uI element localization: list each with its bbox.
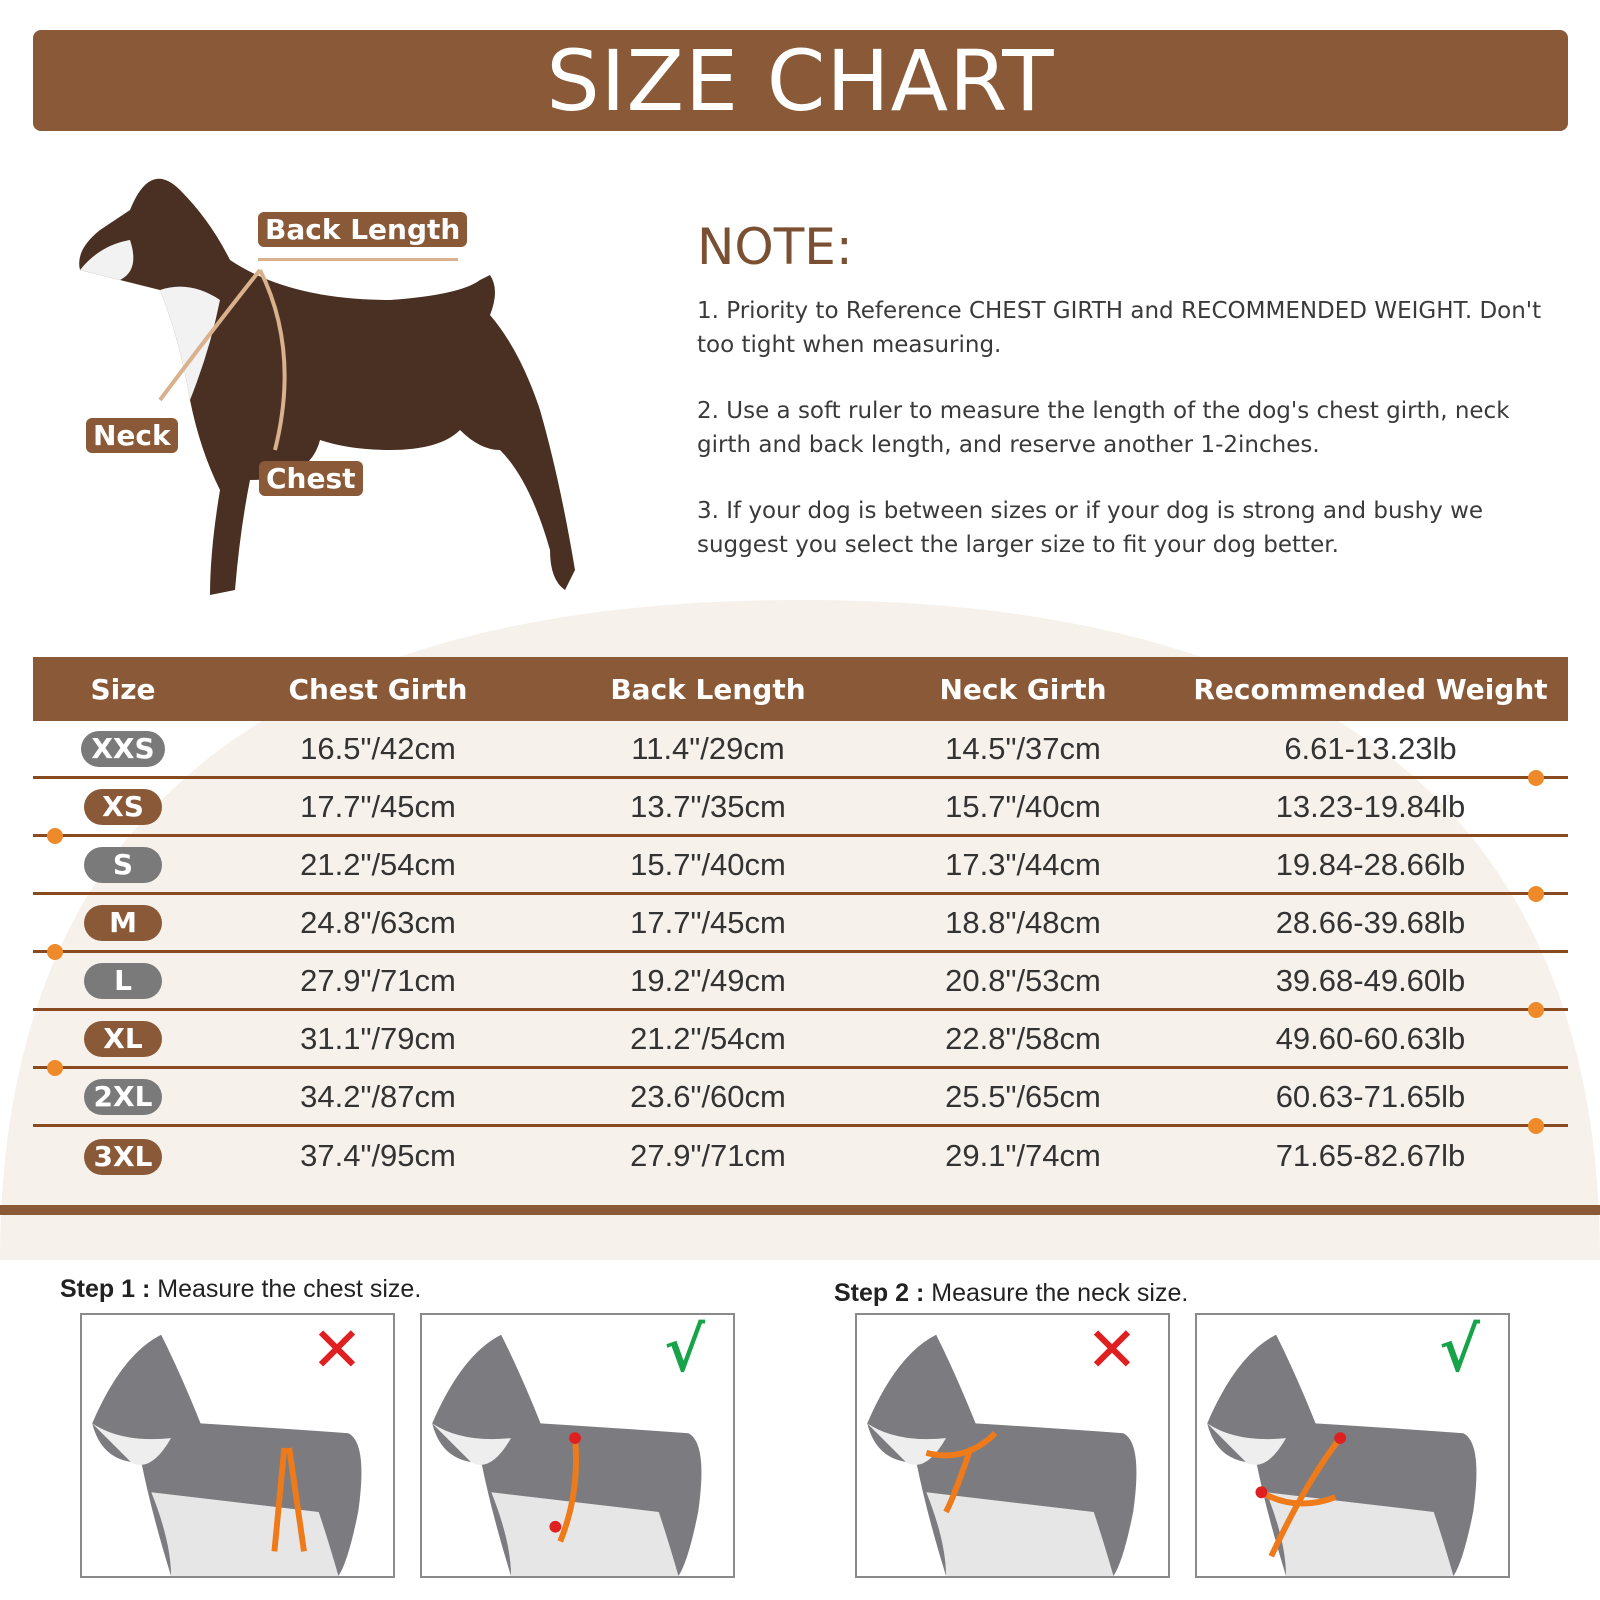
back-length-underline bbox=[258, 258, 458, 261]
table-row bbox=[33, 721, 1568, 779]
cell-size bbox=[33, 730, 213, 767]
note-item-3: 3. If your dog is between sizes or if your dog is strong and bushy we suggest you select the larger size to fit your dog better. bbox=[697, 498, 1484, 558]
note-item-1: 1. Priority to Reference CHEST GIRTH and RECOMMENDED WEIGHT. Don't too tight when measuring. bbox=[697, 298, 1542, 358]
cell-back-length: 21.2"/54cm bbox=[630, 1020, 786, 1056]
cell-recommended-weight: 71.65-82.67lb bbox=[1275, 1138, 1466, 1173]
chest-label: Chest bbox=[259, 461, 363, 496]
cell-back-length: 19.2"/49cm bbox=[630, 962, 786, 998]
step-2-right-photo bbox=[1195, 1313, 1510, 1578]
table-row bbox=[33, 1069, 1568, 1127]
cell-neck-girth: 17.3"/44cm bbox=[945, 846, 1101, 882]
table-bottom-rule bbox=[0, 1205, 1600, 1215]
cell-recommended-weight: 39.68-49.60lb bbox=[1275, 962, 1466, 998]
cell-back-length: 17.7"/45cm bbox=[630, 904, 786, 940]
cell-back-length: 15.7"/40cm bbox=[630, 846, 786, 882]
size-badge: XL bbox=[84, 1021, 162, 1057]
cell-neck-girth: 15.7"/40cm bbox=[945, 788, 1101, 824]
table-row bbox=[33, 953, 1568, 1011]
step-1-label: Step 1 : bbox=[60, 1275, 151, 1303]
cell-size bbox=[33, 904, 213, 941]
cell-recommended-weight: 13.23-19.84lb bbox=[1275, 788, 1466, 824]
cell-neck-girth: 29.1"/74cm bbox=[945, 1138, 1101, 1173]
cell-size bbox=[33, 962, 213, 999]
cell-chest-girth: 27.9"/71cm bbox=[300, 962, 456, 998]
size-badge: 3XL bbox=[84, 1139, 163, 1175]
cell-neck-girth: 18.8"/48cm bbox=[945, 904, 1101, 940]
cell-recommended-weight: 6.61-13.23lb bbox=[1284, 730, 1457, 766]
right-mark-icon: √ bbox=[1439, 1313, 1480, 1386]
header-recommended-weight: Recommended Weight bbox=[1193, 672, 1548, 706]
cell-chest-girth: 17.7"/45cm bbox=[300, 788, 456, 824]
size-badge: S bbox=[84, 847, 162, 883]
cell-size bbox=[33, 1020, 213, 1057]
table-body bbox=[33, 721, 1568, 1185]
note-title: NOTE: bbox=[697, 218, 853, 276]
right-mark-icon: √ bbox=[664, 1313, 705, 1386]
cell-back-length: 13.7"/35cm bbox=[630, 788, 786, 824]
header-bar bbox=[33, 30, 1568, 131]
step-2-label: Step 2 : bbox=[834, 1279, 925, 1307]
table-row bbox=[33, 1011, 1568, 1069]
cell-chest-girth: 31.1"/79cm bbox=[300, 1020, 456, 1056]
step-1-right-photo bbox=[420, 1313, 735, 1578]
cell-recommended-weight: 28.66-39.68lb bbox=[1275, 904, 1466, 940]
table-row bbox=[33, 895, 1568, 953]
cell-chest-girth: 24.8"/63cm bbox=[300, 904, 456, 940]
cell-recommended-weight: 49.60-60.63lb bbox=[1275, 1020, 1466, 1056]
wrong-mark-icon: ✕ bbox=[1086, 1313, 1138, 1386]
cell-neck-girth: 25.5"/65cm bbox=[945, 1078, 1101, 1114]
size-badge: M bbox=[84, 905, 162, 941]
cell-size bbox=[33, 788, 213, 825]
neck-label: Neck bbox=[86, 418, 178, 453]
size-badge: XXS bbox=[81, 731, 164, 767]
header-neck-girth: Neck Girth bbox=[939, 672, 1107, 706]
wrong-mark-icon: ✕ bbox=[311, 1313, 363, 1386]
size-table bbox=[33, 657, 1568, 1185]
cell-neck-girth: 20.8"/53cm bbox=[945, 962, 1101, 998]
cell-recommended-weight: 60.63-71.65lb bbox=[1275, 1078, 1466, 1114]
cell-back-length: 27.9"/71cm bbox=[630, 1138, 786, 1173]
cell-recommended-weight: 19.84-28.66lb bbox=[1275, 846, 1466, 882]
header-chest-girth: Chest Girth bbox=[288, 672, 468, 706]
header-size: Size bbox=[90, 672, 156, 706]
table-header bbox=[33, 657, 1568, 721]
cell-chest-girth: 37.4"/95cm bbox=[300, 1138, 456, 1173]
cell-chest-girth: 21.2"/54cm bbox=[300, 846, 456, 882]
cell-neck-girth: 14.5"/37cm bbox=[945, 730, 1101, 766]
step-1-caption bbox=[60, 1275, 421, 1304]
cell-neck-girth: 22.8"/58cm bbox=[945, 1020, 1101, 1056]
cell-back-length: 23.6"/60cm bbox=[630, 1078, 786, 1114]
back-length-label: Back Length bbox=[258, 212, 467, 247]
size-badge: L bbox=[84, 963, 162, 999]
step-2-wrong-photo bbox=[855, 1313, 1170, 1578]
size-badge: XS bbox=[84, 789, 162, 825]
cell-size bbox=[33, 1078, 213, 1115]
table-row bbox=[33, 837, 1568, 895]
cell-back-length: 11.4"/29cm bbox=[631, 730, 785, 766]
step-2-text: Measure the neck size. bbox=[931, 1279, 1189, 1307]
page-title: SIZE CHART bbox=[546, 31, 1055, 130]
size-badge: 2XL bbox=[84, 1079, 163, 1115]
cell-chest-girth: 34.2"/87cm bbox=[300, 1078, 456, 1114]
table-row bbox=[33, 779, 1568, 837]
header-back-length: Back Length bbox=[610, 672, 806, 706]
step-1-wrong-photo bbox=[80, 1313, 395, 1578]
cell-size bbox=[33, 846, 213, 883]
step-2-caption bbox=[834, 1279, 1188, 1308]
table-row bbox=[33, 1127, 1568, 1185]
cell-size bbox=[33, 1138, 213, 1175]
cell-chest-girth: 16.5"/42cm bbox=[300, 730, 456, 766]
note-section bbox=[697, 218, 1557, 594]
note-item-2: 2. Use a soft ruler to measure the length of the dog's chest girth, neck girth and back length, and reserve another 1-2inches. bbox=[697, 398, 1510, 458]
step-1-text: Measure the chest size. bbox=[157, 1275, 422, 1303]
